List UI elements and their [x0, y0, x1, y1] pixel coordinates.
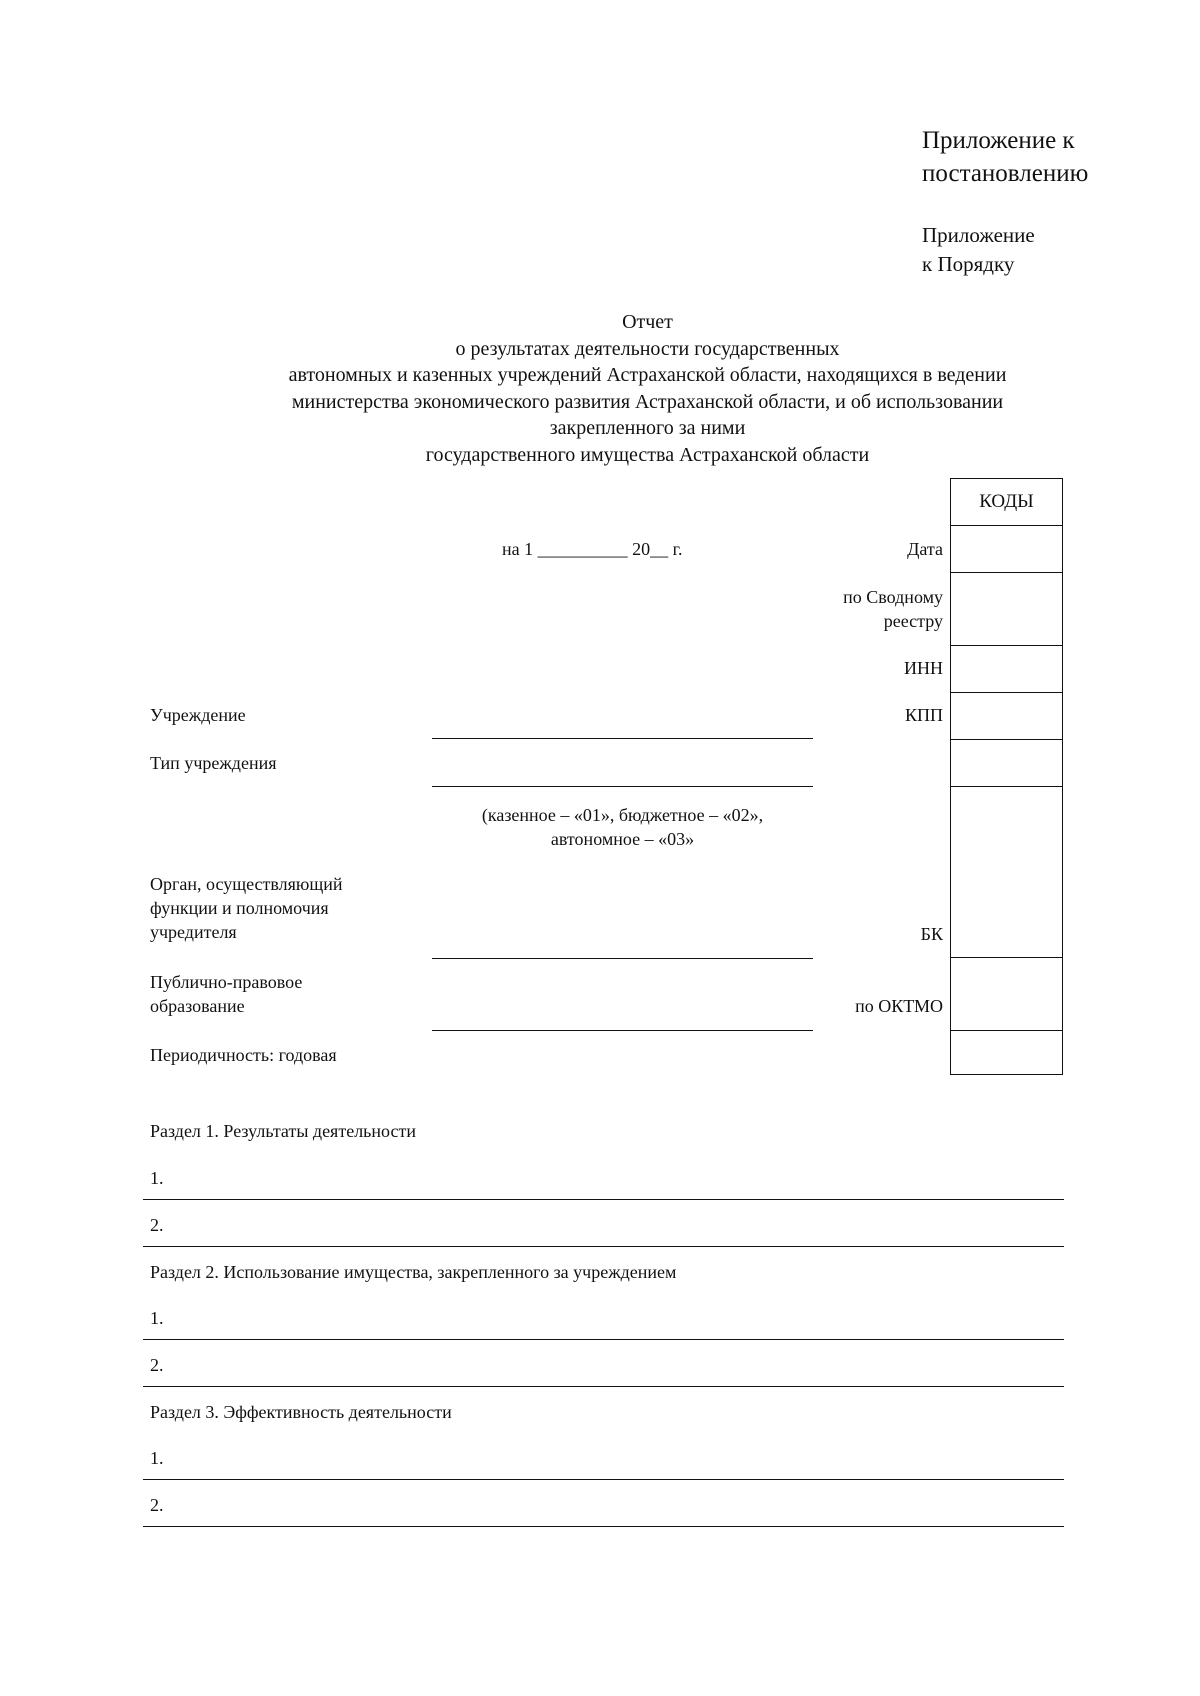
section-2-item-1: 1.: [150, 1308, 164, 1328]
periodicity-label: Периодичность: годовая: [150, 1045, 337, 1065]
title-line: закрепленного за ними: [549, 417, 746, 439]
report-date-line: на 1 __________ 20__ г.: [502, 539, 683, 559]
founder-field[interactable]: [432, 958, 813, 959]
codes-label-registry: по Сводному реестру: [843, 587, 943, 631]
section-2-item-1-field[interactable]: [143, 1339, 1064, 1340]
section-3-item-1: 1.: [150, 1448, 164, 1468]
codes-label-date: Дата: [907, 539, 943, 559]
code-cell-inn[interactable]: [951, 645, 1062, 646]
codes-label-oktmo: по ОКТМО: [855, 996, 943, 1016]
section-3-title: Раздел 3. Эффективность деятельности: [150, 1402, 452, 1422]
institution-type-field[interactable]: [432, 786, 813, 787]
annex-line: постановлению: [922, 160, 1089, 187]
section-3-item-2-field[interactable]: [143, 1526, 1064, 1527]
code-cell-date[interactable]: [951, 525, 1062, 526]
section-1-item-1-field[interactable]: [143, 1199, 1064, 1200]
institution-type-label: Тип учреждения: [150, 753, 277, 773]
code-cell-kpp[interactable]: [951, 692, 1062, 693]
annex-line: к Порядку: [922, 252, 1015, 276]
annex-line: Приложение к: [922, 127, 1075, 154]
code-cell-registry[interactable]: [951, 572, 1062, 573]
codes-label-inn: ИНН: [904, 658, 943, 678]
section-2-title: Раздел 2. Использование имущества, закрепленного за учреждением: [150, 1262, 677, 1282]
code-cell-type[interactable]: [951, 739, 1062, 740]
public-entity-field[interactable]: [432, 1030, 813, 1031]
title-line: министерства экономического развития Астраханской области, и об использовании: [291, 390, 1004, 413]
report-title: [130, 309, 1165, 468]
section-1-item-1: 1.: [150, 1168, 164, 1188]
annex-header: [922, 124, 1088, 190]
codes-header: КОДЫ: [979, 491, 1034, 512]
section-2-item-2: 2.: [150, 1355, 164, 1375]
section-2-item-2-field[interactable]: [143, 1386, 1064, 1387]
code-cell-periodicity[interactable]: [951, 1030, 1062, 1031]
code-cell-oktmo[interactable]: [951, 957, 1062, 958]
annex-line: Приложение: [922, 223, 1035, 247]
public-entity-label: Публично-правовое образование: [150, 972, 303, 1016]
title-line: автономных и казенных учреждений Астраханской области, находящихся в ведении: [288, 364, 1007, 386]
section-3-item-2: 2.: [150, 1495, 164, 1515]
section-1-item-2-field[interactable]: [143, 1246, 1064, 1247]
institution-type-hint: (казенное – «01», бюджетное – «02», автономное – «03»: [481, 805, 764, 849]
title-line: государственного имущества Астраханской области: [425, 443, 870, 466]
title-line: Отчет: [622, 311, 673, 333]
codes-table: [950, 478, 1063, 1075]
codes-label-kpp: КПП: [904, 705, 943, 725]
section-1-item-2: 2.: [150, 1215, 164, 1235]
section-1-title: Раздел 1. Результаты деятельности: [150, 1121, 416, 1141]
section-3-item-1-field[interactable]: [143, 1479, 1064, 1480]
institution-label: Учреждение: [150, 705, 246, 725]
title-line: о результатах деятельности государственных: [455, 337, 840, 360]
codes-label-bk: БК: [920, 924, 943, 944]
institution-field[interactable]: [432, 738, 813, 739]
code-cell-bk[interactable]: [951, 786, 1062, 787]
annex-subheader: [922, 221, 1035, 279]
founder-label: Орган, осуществляющий функции и полномочия учредителя: [150, 874, 343, 942]
